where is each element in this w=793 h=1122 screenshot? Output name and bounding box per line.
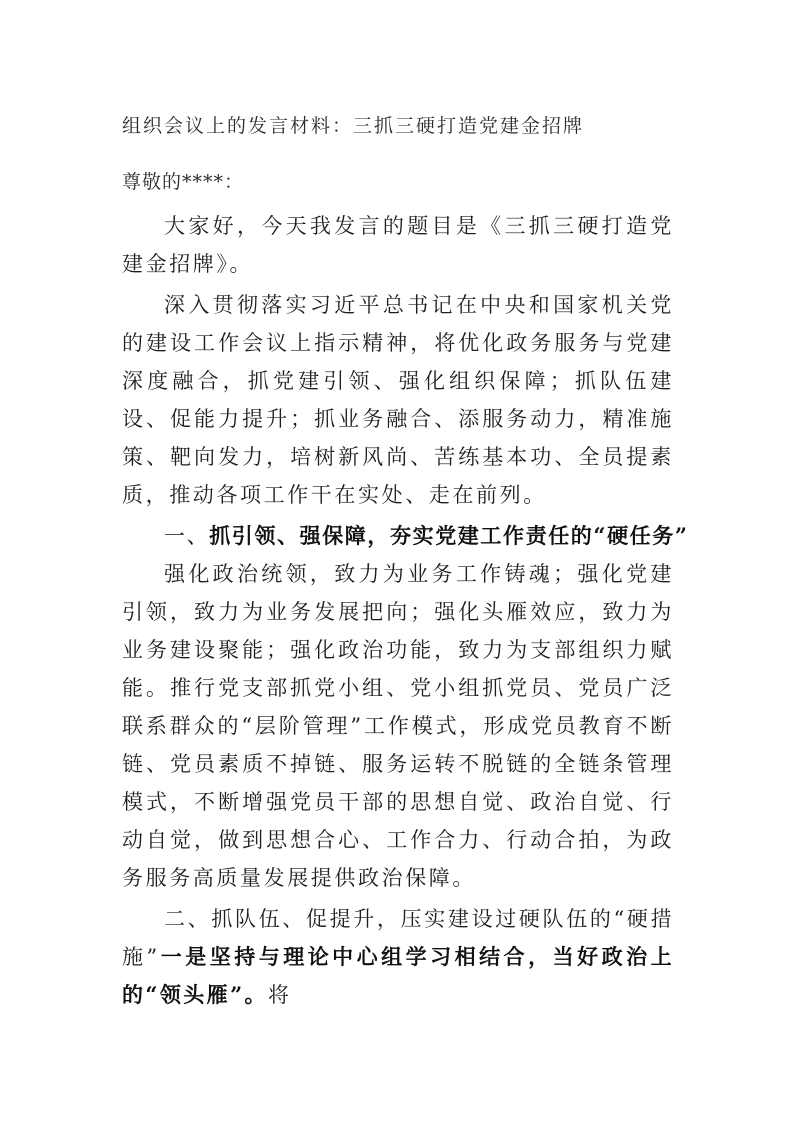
section-1-body: 强化政治统领，致力为业务工作铸魂；强化党建引领，致力为业务发展把向；强化头雁效应，致力为业务建设聚能；强化政治功能，致力为支部组织力赋能。推行党支部抓党小组、党小组抓党员、党员广泛联系群众的“层阶管理”工作模式，形成党员教育不断链、党员素质不掉链、服务运转不脱链的全链条管理模式，不断增强党员干部的思想自觉、政治自觉、行动自觉，做到思想合心、工作合力、行动合拍，为政务服务高质量发展提供政治保障。 — [122, 562, 674, 890]
paragraph-greeting: 大家好，今天我发言的题目是《三抓三硬打造党建金招牌》。 — [122, 214, 674, 276]
section-2-paragraph — [122, 900, 674, 1014]
section-1-heading — [122, 517, 689, 555]
salutation: 尊敬的****： — [122, 171, 245, 193]
section-1-number: 一、 — [164, 524, 210, 548]
document-title: 组织会议上的发言材料：三抓三硬打造党建金招牌 — [122, 115, 585, 137]
section-2-heading: 二、抓队伍、促提升，压实建设过硬队伍的“硬措施” — [122, 907, 674, 969]
document-body — [122, 207, 689, 1014]
section-2-lead: 一是坚持与理论中心组学习相结合，当好政治上的“领头雁”。 — [122, 944, 674, 1007]
section-2-tail: 将 — [267, 983, 292, 1007]
paragraph-intro: 深入贯彻落实习近平总书记在中央和国家机关党的建设工作会议上指示精神，将优化政务服务与党建深度融合，抓党建引领、强化组织保障；抓队伍建设、促能力提升；抓业务融合、添服务动力，精准施策、靶向发力，培树新风尚、苦练基本功、全员提素质，推动各项工作干在实处、走在前列。 — [122, 293, 674, 507]
section-1-title: 抓引领、强保障，夯实党建工作责任的“硬任务” — [209, 523, 689, 548]
